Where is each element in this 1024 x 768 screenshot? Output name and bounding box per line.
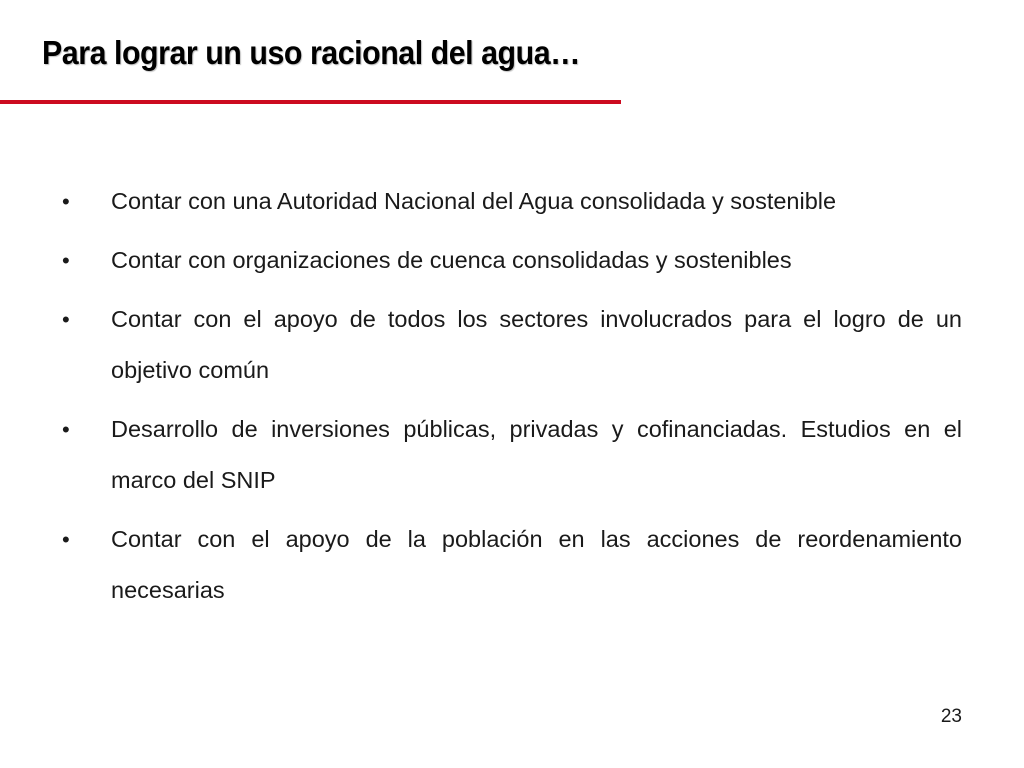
bullet-list: [62, 176, 962, 624]
bullet-item-2: [62, 235, 962, 286]
bullet-icon: •: [62, 248, 70, 273]
slide-title: Para lograr un uso racional del agua…: [42, 34, 581, 71]
bullet-text: Contar con el apoyo de la población en las acciones de reordenamiento necesarias: [111, 526, 962, 603]
bullet-icon: •: [62, 527, 70, 552]
bullet-text: Contar con el apoyo de todos los sectores involucrados para el logro de un objetivo común: [111, 306, 962, 383]
page-number: 23: [940, 706, 962, 727]
bullet-item-5: [62, 514, 962, 616]
bullet-icon: •: [62, 189, 70, 214]
bullet-item-3: [62, 294, 962, 396]
bullet-text: Contar con una Autoridad Nacional del Agua consolidada y sostenible: [111, 188, 837, 214]
bullet-text: Contar con organizaciones de cuenca consolidadas y sostenibles: [111, 247, 792, 273]
bullet-item-1: [62, 176, 962, 227]
bullet-icon: •: [62, 307, 70, 332]
bullet-icon: •: [62, 417, 70, 442]
title-underline: [0, 100, 621, 104]
bullet-text: Desarrollo de inversiones públicas, privadas y cofinanciadas. Estudios en el marco del SNIP: [111, 416, 962, 493]
bullet-item-4: [62, 404, 962, 506]
